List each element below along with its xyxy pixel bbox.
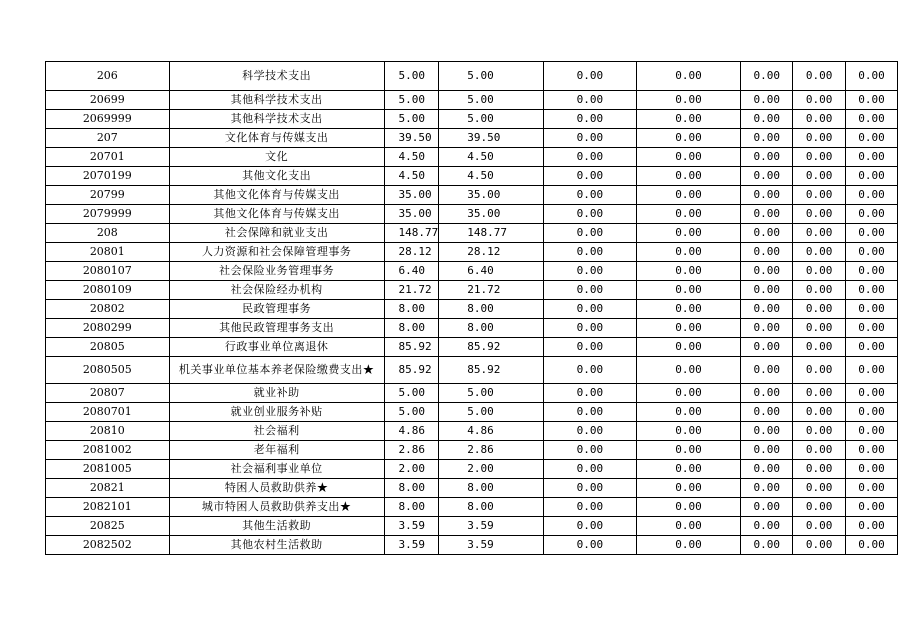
other-expenditure-cell: 0.00 xyxy=(636,224,741,243)
table-row xyxy=(46,536,898,555)
total-amount-cell: 6.40 xyxy=(384,262,439,281)
basic-expenditure-cell: 21.72 xyxy=(439,281,544,300)
basic-expenditure-cell: 148.77 xyxy=(439,224,544,243)
budget-code-cell: 2080701 xyxy=(46,403,170,422)
value-cell-8: 0.00 xyxy=(793,243,846,262)
value-cell-9: 0.00 xyxy=(846,224,898,243)
item-name-cell: 科学技术支出 xyxy=(169,62,384,91)
total-amount-cell: 8.00 xyxy=(384,319,439,338)
budget-code-cell: 208 xyxy=(46,224,170,243)
table-row xyxy=(46,262,898,281)
total-amount-cell: 85.92 xyxy=(384,338,439,357)
item-name-cell: 社会保险业务管理事务 xyxy=(169,262,384,281)
basic-expenditure-cell: 4.50 xyxy=(439,167,544,186)
total-amount-cell: 8.00 xyxy=(384,300,439,319)
value-cell-9: 0.00 xyxy=(846,262,898,281)
basic-expenditure-cell: 5.00 xyxy=(439,110,544,129)
table-body xyxy=(46,62,898,555)
total-amount-cell: 35.00 xyxy=(384,205,439,224)
total-amount-cell: 85.92 xyxy=(384,357,439,384)
table-row xyxy=(46,517,898,536)
item-name-cell: 其他农村生活救助 xyxy=(169,536,384,555)
project-expenditure-cell: 0.00 xyxy=(544,62,637,91)
other-expenditure-cell: 0.00 xyxy=(636,319,741,338)
other-expenditure-cell: 0.00 xyxy=(636,186,741,205)
project-expenditure-cell: 0.00 xyxy=(544,91,637,110)
value-cell-8: 0.00 xyxy=(793,517,846,536)
table-row xyxy=(46,479,898,498)
total-amount-cell: 35.00 xyxy=(384,186,439,205)
value-cell-9: 0.00 xyxy=(846,422,898,441)
value-cell-9: 0.00 xyxy=(846,300,898,319)
table-row xyxy=(46,300,898,319)
table-row xyxy=(46,129,898,148)
value-cell-9: 0.00 xyxy=(846,62,898,91)
value-cell-7: 0.00 xyxy=(741,243,793,262)
budget-code-cell: 2081005 xyxy=(46,460,170,479)
value-cell-9: 0.00 xyxy=(846,129,898,148)
value-cell-8: 0.00 xyxy=(793,281,846,300)
other-expenditure-cell: 0.00 xyxy=(636,357,741,384)
project-expenditure-cell: 0.00 xyxy=(544,243,637,262)
project-expenditure-cell: 0.00 xyxy=(544,441,637,460)
other-expenditure-cell: 0.00 xyxy=(636,62,741,91)
project-expenditure-cell: 0.00 xyxy=(544,517,637,536)
table-row xyxy=(46,441,898,460)
budget-code-cell: 20801 xyxy=(46,243,170,262)
project-expenditure-cell: 0.00 xyxy=(544,129,637,148)
value-cell-7: 0.00 xyxy=(741,338,793,357)
value-cell-7: 0.00 xyxy=(741,357,793,384)
value-cell-9: 0.00 xyxy=(846,110,898,129)
value-cell-8: 0.00 xyxy=(793,62,846,91)
table-row xyxy=(46,167,898,186)
item-name-cell: 其他科学技术支出 xyxy=(169,91,384,110)
total-amount-cell: 21.72 xyxy=(384,281,439,300)
value-cell-9: 0.00 xyxy=(846,205,898,224)
other-expenditure-cell: 0.00 xyxy=(636,148,741,167)
budget-code-cell: 20701 xyxy=(46,148,170,167)
total-amount-cell: 5.00 xyxy=(384,91,439,110)
value-cell-8: 0.00 xyxy=(793,338,846,357)
value-cell-8: 0.00 xyxy=(793,403,846,422)
value-cell-8: 0.00 xyxy=(793,536,846,555)
value-cell-8: 0.00 xyxy=(793,224,846,243)
basic-expenditure-cell: 39.50 xyxy=(439,129,544,148)
value-cell-7: 0.00 xyxy=(741,62,793,91)
table-row xyxy=(46,205,898,224)
budget-code-cell: 2070199 xyxy=(46,167,170,186)
value-cell-7: 0.00 xyxy=(741,110,793,129)
project-expenditure-cell: 0.00 xyxy=(544,338,637,357)
value-cell-9: 0.00 xyxy=(846,91,898,110)
basic-expenditure-cell: 8.00 xyxy=(439,479,544,498)
table-row xyxy=(46,91,898,110)
project-expenditure-cell: 0.00 xyxy=(544,148,637,167)
project-expenditure-cell: 0.00 xyxy=(544,300,637,319)
item-name-cell: 社会保障和就业支出 xyxy=(169,224,384,243)
value-cell-7: 0.00 xyxy=(741,441,793,460)
other-expenditure-cell: 0.00 xyxy=(636,262,741,281)
table-row xyxy=(46,62,898,91)
budget-code-cell: 2080109 xyxy=(46,281,170,300)
value-cell-9: 0.00 xyxy=(846,319,898,338)
value-cell-7: 0.00 xyxy=(741,319,793,338)
table-row xyxy=(46,224,898,243)
value-cell-7: 0.00 xyxy=(741,91,793,110)
value-cell-9: 0.00 xyxy=(846,384,898,403)
total-amount-cell: 4.50 xyxy=(384,148,439,167)
item-name-cell: 就业补助 xyxy=(169,384,384,403)
other-expenditure-cell: 0.00 xyxy=(636,403,741,422)
budget-code-cell: 20821 xyxy=(46,479,170,498)
basic-expenditure-cell: 2.86 xyxy=(439,441,544,460)
budget-code-cell: 2080299 xyxy=(46,319,170,338)
project-expenditure-cell: 0.00 xyxy=(544,384,637,403)
project-expenditure-cell: 0.00 xyxy=(544,422,637,441)
project-expenditure-cell: 0.00 xyxy=(544,319,637,338)
value-cell-7: 0.00 xyxy=(741,498,793,517)
value-cell-9: 0.00 xyxy=(846,403,898,422)
value-cell-8: 0.00 xyxy=(793,262,846,281)
table-row xyxy=(46,186,898,205)
value-cell-9: 0.00 xyxy=(846,243,898,262)
item-name-cell: 其他文化体育与传媒支出 xyxy=(169,205,384,224)
project-expenditure-cell: 0.00 xyxy=(544,262,637,281)
total-amount-cell: 5.00 xyxy=(384,403,439,422)
value-cell-9: 0.00 xyxy=(846,441,898,460)
value-cell-8: 0.00 xyxy=(793,357,846,384)
table-row xyxy=(46,243,898,262)
table-row xyxy=(46,422,898,441)
value-cell-8: 0.00 xyxy=(793,479,846,498)
value-cell-7: 0.00 xyxy=(741,460,793,479)
value-cell-9: 0.00 xyxy=(846,338,898,357)
basic-expenditure-cell: 8.00 xyxy=(439,498,544,517)
total-amount-cell: 4.86 xyxy=(384,422,439,441)
basic-expenditure-cell: 35.00 xyxy=(439,186,544,205)
item-name-cell: 老年福利 xyxy=(169,441,384,460)
basic-expenditure-cell: 8.00 xyxy=(439,319,544,338)
other-expenditure-cell: 0.00 xyxy=(636,167,741,186)
item-name-cell: 其他生活救助 xyxy=(169,517,384,536)
budget-code-cell: 2069999 xyxy=(46,110,170,129)
value-cell-7: 0.00 xyxy=(741,536,793,555)
basic-expenditure-cell: 35.00 xyxy=(439,205,544,224)
value-cell-7: 0.00 xyxy=(741,422,793,441)
budget-code-cell: 2080107 xyxy=(46,262,170,281)
item-name-cell: 人力资源和社会保障管理事务 xyxy=(169,243,384,262)
project-expenditure-cell: 0.00 xyxy=(544,403,637,422)
budget-code-cell: 2082101 xyxy=(46,498,170,517)
total-amount-cell: 8.00 xyxy=(384,479,439,498)
value-cell-8: 0.00 xyxy=(793,498,846,517)
item-name-cell: 特困人员救助供养★ xyxy=(169,479,384,498)
total-amount-cell: 2.00 xyxy=(384,460,439,479)
total-amount-cell: 5.00 xyxy=(384,62,439,91)
other-expenditure-cell: 0.00 xyxy=(636,281,741,300)
value-cell-8: 0.00 xyxy=(793,205,846,224)
project-expenditure-cell: 0.00 xyxy=(544,479,637,498)
value-cell-8: 0.00 xyxy=(793,129,846,148)
project-expenditure-cell: 0.00 xyxy=(544,110,637,129)
value-cell-9: 0.00 xyxy=(846,357,898,384)
item-name-cell: 城市特困人员救助供养支出★ xyxy=(169,498,384,517)
project-expenditure-cell: 0.00 xyxy=(544,357,637,384)
project-expenditure-cell: 0.00 xyxy=(544,536,637,555)
budget-code-cell: 20805 xyxy=(46,338,170,357)
value-cell-7: 0.00 xyxy=(741,224,793,243)
basic-expenditure-cell: 8.00 xyxy=(439,300,544,319)
basic-expenditure-cell: 4.50 xyxy=(439,148,544,167)
budget-code-cell: 2080505 xyxy=(46,357,170,384)
budget-code-cell: 20807 xyxy=(46,384,170,403)
total-amount-cell: 28.12 xyxy=(384,243,439,262)
table-row xyxy=(46,384,898,403)
table-row xyxy=(46,498,898,517)
project-expenditure-cell: 0.00 xyxy=(544,205,637,224)
value-cell-8: 0.00 xyxy=(793,186,846,205)
total-amount-cell: 3.59 xyxy=(384,536,439,555)
value-cell-7: 0.00 xyxy=(741,205,793,224)
other-expenditure-cell: 0.00 xyxy=(636,129,741,148)
other-expenditure-cell: 0.00 xyxy=(636,517,741,536)
other-expenditure-cell: 0.00 xyxy=(636,300,741,319)
value-cell-9: 0.00 xyxy=(846,517,898,536)
value-cell-9: 0.00 xyxy=(846,148,898,167)
value-cell-8: 0.00 xyxy=(793,300,846,319)
budget-code-cell: 20825 xyxy=(46,517,170,536)
value-cell-8: 0.00 xyxy=(793,384,846,403)
budget-code-cell: 20810 xyxy=(46,422,170,441)
value-cell-7: 0.00 xyxy=(741,403,793,422)
table-row xyxy=(46,338,898,357)
value-cell-8: 0.00 xyxy=(793,441,846,460)
project-expenditure-cell: 0.00 xyxy=(544,281,637,300)
value-cell-8: 0.00 xyxy=(793,422,846,441)
basic-expenditure-cell: 4.86 xyxy=(439,422,544,441)
table-row xyxy=(46,460,898,479)
value-cell-7: 0.00 xyxy=(741,186,793,205)
budget-code-cell: 2082502 xyxy=(46,536,170,555)
other-expenditure-cell: 0.00 xyxy=(636,205,741,224)
other-expenditure-cell: 0.00 xyxy=(636,479,741,498)
project-expenditure-cell: 0.00 xyxy=(544,186,637,205)
budget-table xyxy=(45,61,898,555)
value-cell-8: 0.00 xyxy=(793,167,846,186)
item-name-cell: 其他文化支出 xyxy=(169,167,384,186)
value-cell-7: 0.00 xyxy=(741,129,793,148)
budget-code-cell: 2081002 xyxy=(46,441,170,460)
value-cell-7: 0.00 xyxy=(741,300,793,319)
value-cell-7: 0.00 xyxy=(741,262,793,281)
basic-expenditure-cell: 28.12 xyxy=(439,243,544,262)
basic-expenditure-cell: 85.92 xyxy=(439,338,544,357)
other-expenditure-cell: 0.00 xyxy=(636,384,741,403)
basic-expenditure-cell: 5.00 xyxy=(439,384,544,403)
budget-code-cell: 207 xyxy=(46,129,170,148)
item-name-cell: 社会保险经办机构 xyxy=(169,281,384,300)
item-name-cell: 社会福利 xyxy=(169,422,384,441)
value-cell-8: 0.00 xyxy=(793,319,846,338)
value-cell-9: 0.00 xyxy=(846,281,898,300)
value-cell-8: 0.00 xyxy=(793,148,846,167)
item-name-cell: 行政事业单位离退休 xyxy=(169,338,384,357)
other-expenditure-cell: 0.00 xyxy=(636,338,741,357)
budget-code-cell: 2079999 xyxy=(46,205,170,224)
item-name-cell: 社会福利事业单位 xyxy=(169,460,384,479)
basic-expenditure-cell: 3.59 xyxy=(439,536,544,555)
other-expenditure-cell: 0.00 xyxy=(636,498,741,517)
item-name-cell: 民政管理事务 xyxy=(169,300,384,319)
total-amount-cell: 5.00 xyxy=(384,110,439,129)
project-expenditure-cell: 0.00 xyxy=(544,167,637,186)
total-amount-cell: 2.86 xyxy=(384,441,439,460)
project-expenditure-cell: 0.00 xyxy=(544,224,637,243)
value-cell-7: 0.00 xyxy=(741,517,793,536)
value-cell-7: 0.00 xyxy=(741,384,793,403)
budget-code-cell: 20802 xyxy=(46,300,170,319)
value-cell-7: 0.00 xyxy=(741,148,793,167)
other-expenditure-cell: 0.00 xyxy=(636,91,741,110)
value-cell-9: 0.00 xyxy=(846,460,898,479)
other-expenditure-cell: 0.00 xyxy=(636,243,741,262)
total-amount-cell: 4.50 xyxy=(384,167,439,186)
other-expenditure-cell: 0.00 xyxy=(636,460,741,479)
budget-code-cell: 206 xyxy=(46,62,170,91)
item-name-cell: 机关事业单位基本养老保险缴费支出★ xyxy=(169,357,384,384)
value-cell-9: 0.00 xyxy=(846,186,898,205)
table-row xyxy=(46,110,898,129)
other-expenditure-cell: 0.00 xyxy=(636,441,741,460)
value-cell-7: 0.00 xyxy=(741,281,793,300)
value-cell-9: 0.00 xyxy=(846,536,898,555)
other-expenditure-cell: 0.00 xyxy=(636,422,741,441)
basic-expenditure-cell: 5.00 xyxy=(439,62,544,91)
basic-expenditure-cell: 2.00 xyxy=(439,460,544,479)
item-name-cell: 其他科学技术支出 xyxy=(169,110,384,129)
value-cell-8: 0.00 xyxy=(793,91,846,110)
budget-code-cell: 20799 xyxy=(46,186,170,205)
other-expenditure-cell: 0.00 xyxy=(636,110,741,129)
item-name-cell: 其他文化体育与传媒支出 xyxy=(169,186,384,205)
total-amount-cell: 5.00 xyxy=(384,384,439,403)
budget-code-cell: 20699 xyxy=(46,91,170,110)
item-name-cell: 文化 xyxy=(169,148,384,167)
item-name-cell: 就业创业服务补贴 xyxy=(169,403,384,422)
basic-expenditure-cell: 85.92 xyxy=(439,357,544,384)
value-cell-7: 0.00 xyxy=(741,167,793,186)
table-row xyxy=(46,357,898,384)
basic-expenditure-cell: 6.40 xyxy=(439,262,544,281)
item-name-cell: 其他民政管理事务支出 xyxy=(169,319,384,338)
value-cell-9: 0.00 xyxy=(846,498,898,517)
total-amount-cell: 8.00 xyxy=(384,498,439,517)
value-cell-9: 0.00 xyxy=(846,167,898,186)
basic-expenditure-cell: 5.00 xyxy=(439,91,544,110)
value-cell-9: 0.00 xyxy=(846,479,898,498)
value-cell-8: 0.00 xyxy=(793,460,846,479)
total-amount-cell: 3.59 xyxy=(384,517,439,536)
value-cell-7: 0.00 xyxy=(741,479,793,498)
total-amount-cell: 148.77 xyxy=(384,224,439,243)
item-name-cell: 文化体育与传媒支出 xyxy=(169,129,384,148)
table-row xyxy=(46,403,898,422)
other-expenditure-cell: 0.00 xyxy=(636,536,741,555)
project-expenditure-cell: 0.00 xyxy=(544,498,637,517)
table-row xyxy=(46,281,898,300)
value-cell-8: 0.00 xyxy=(793,110,846,129)
project-expenditure-cell: 0.00 xyxy=(544,460,637,479)
basic-expenditure-cell: 5.00 xyxy=(439,403,544,422)
table-row xyxy=(46,319,898,338)
table-row xyxy=(46,148,898,167)
basic-expenditure-cell: 3.59 xyxy=(439,517,544,536)
total-amount-cell: 39.50 xyxy=(384,129,439,148)
